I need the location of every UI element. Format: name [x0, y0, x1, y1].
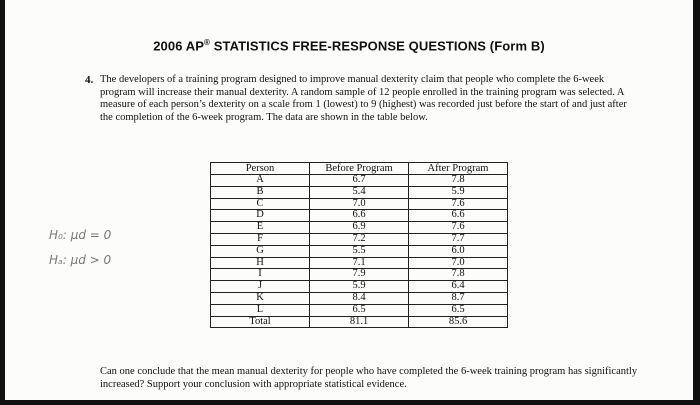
cell-person: I	[211, 269, 310, 281]
question-text: The developers of a training program designed to improve manual dexterity claim that people who complete the 6-week program will increase their manual dexterity. A random sample of 12 people enrolled in the training program was selected. A measure of each person’s dexterity on a scale from 1 (lowest) to 9 (highest) was recorded just before the start of and just after the completion of the 6-week program. The data are shown in the table below.	[100, 74, 627, 123]
document-page	[5, 0, 693, 400]
cell-after: 6.5	[409, 304, 508, 316]
cell-before: 7.9	[310, 269, 409, 281]
handwritten-alt-hypothesis: Hₐ: μd > 0	[49, 253, 112, 267]
registered-mark: ®	[204, 38, 211, 47]
total-after: 85.6	[409, 316, 508, 328]
table-row	[211, 222, 508, 234]
cell-before: 6.5	[310, 304, 409, 316]
table-row	[211, 245, 508, 257]
cell-before: 6.6	[310, 210, 409, 222]
cell-person: B	[211, 186, 310, 198]
cell-after: 7.7	[409, 233, 508, 245]
data-table	[210, 162, 508, 328]
handwritten-null-hypothesis: H₀: μd = 0	[49, 228, 112, 242]
cell-after: 7.0	[409, 257, 508, 269]
cell-after: 7.8	[409, 269, 508, 281]
cell-person: H	[211, 257, 310, 269]
cell-person: E	[211, 222, 310, 234]
table-row	[211, 210, 508, 222]
cell-after: 7.6	[409, 198, 508, 210]
cell-before: 8.4	[310, 292, 409, 304]
table-row	[211, 281, 508, 293]
title-suffix: STATISTICS FREE-RESPONSE QUESTIONS (Form B)	[210, 38, 545, 54]
table-row	[211, 292, 508, 304]
cell-after: 8.7	[409, 292, 508, 304]
table-row	[211, 257, 508, 269]
cell-before: 7.1	[310, 257, 409, 269]
cell-person: A	[211, 175, 310, 187]
cell-person: J	[211, 281, 310, 293]
cell-after: 6.4	[409, 281, 508, 293]
cell-person: L	[211, 304, 310, 316]
table-row	[211, 304, 508, 316]
question-number: 4.	[85, 74, 94, 86]
cell-person: G	[211, 245, 310, 257]
cell-before: 7.2	[310, 233, 409, 245]
header-person: Person	[211, 163, 310, 175]
cell-before: 7.0	[310, 198, 409, 210]
title-prefix: 2006 AP	[153, 38, 205, 54]
cell-before: 5.4	[310, 186, 409, 198]
cell-after: 7.6	[409, 222, 508, 234]
cell-person: D	[211, 210, 310, 222]
table-row	[211, 198, 508, 210]
cell-after: 6.0	[409, 245, 508, 257]
cell-before: 6.7	[310, 175, 409, 187]
header-after: After Program	[409, 163, 508, 175]
cell-person: F	[211, 233, 310, 245]
header-before: Before Program	[310, 163, 409, 175]
table-total-row	[211, 316, 508, 328]
table-row	[211, 186, 508, 198]
cell-after: 5.9	[409, 186, 508, 198]
total-label: Total	[211, 316, 310, 328]
page-title	[5, 38, 693, 53]
table-row	[211, 175, 508, 187]
table-header-row	[211, 163, 508, 175]
cell-before: 5.5	[310, 245, 409, 257]
table-row	[211, 269, 508, 281]
cell-after: 6.6	[409, 210, 508, 222]
cell-before: 6.9	[310, 222, 409, 234]
table-row	[211, 233, 508, 245]
cell-person: C	[211, 198, 310, 210]
total-before: 81.1	[310, 316, 409, 328]
closing-question: Can one conclude that the mean manual dexterity for people who have completed the 6-week training program has significantly increased? Support your conclusion with appropriate statistical evidence.	[100, 366, 638, 390]
cell-person: K	[211, 292, 310, 304]
cell-after: 7.8	[409, 175, 508, 187]
cell-before: 5.9	[310, 281, 409, 293]
